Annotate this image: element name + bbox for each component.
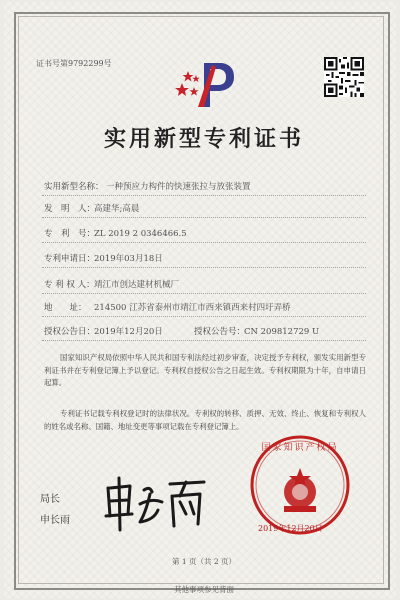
divider (42, 195, 366, 196)
field-value: 214500 江苏省泰州市靖江市西来镇西来村四圩弄桥 (94, 303, 291, 313)
field-value: 高建华;高晨 (94, 204, 140, 214)
field-value: 2019年03月18日 (94, 254, 163, 264)
divider (42, 293, 366, 294)
legal-status-paragraph: 专利证书记载专利权登记时的法律状况。专利权的转移、质押、无效、终止、恢复和专利权人的姓名或名称、国籍、地址变更等事项记载在专利登记簿上。 (44, 409, 366, 431)
divider (42, 340, 366, 341)
field-grant-date (44, 325, 163, 337)
patent-office-logo (174, 57, 240, 113)
field-grant-number (194, 325, 319, 337)
field-value: ZL 2019 2 0346466.5 (94, 229, 187, 239)
field-label: 专 利 号： (44, 229, 96, 239)
divider (42, 267, 366, 268)
divider (42, 217, 366, 218)
grant-statement-paragraph: 国家知识产权局依照中华人民共和国专利法经过初步审查，决定授予专利权，颁发实用新型专利证书并在专利登记簿上予以登记。专利权自授权公告之日起生效。专利权期限为十年，自申请日起算。 (44, 353, 366, 388)
director-signature (100, 474, 210, 534)
field-patent-number (44, 227, 187, 239)
field-label: 专 利 权 人： (44, 280, 95, 290)
director-name: 申长雨 (40, 515, 70, 526)
certificate-sheet (4, 2, 396, 598)
field-utility-model-name (44, 180, 251, 192)
certificate-title: 实用新型专利证书 (103, 126, 304, 152)
field-application-date (44, 252, 163, 264)
field-label: 授权公告号： (194, 327, 246, 337)
qr-code (324, 57, 364, 97)
field-value: 一种预应力构件的快速张拉与放张装置 (106, 182, 251, 192)
field-value: 2019年12月20日 (94, 327, 163, 337)
field-label: 专利申请日： (44, 254, 96, 264)
field-label: 发 明 人： (44, 204, 96, 214)
field-value: CN 209812729 U (244, 327, 320, 337)
divider (42, 242, 366, 243)
seal-date: 2019年12月20日 (258, 524, 323, 533)
field-label: 地 址： (44, 303, 87, 313)
field-value: 靖江市创达建材机械厂 (94, 280, 180, 290)
field-label: 实用新型名称： (44, 182, 104, 192)
seal-text: 国家知识产权局 (261, 443, 339, 453)
field-address (44, 301, 291, 313)
page-indicator: 第 1 页（共 2 页） (171, 557, 237, 566)
field-inventor (44, 202, 139, 214)
certificate-number: 证书号第9792299号 (36, 59, 112, 68)
field-label: 授权公告日： (44, 327, 96, 337)
footer-note: 其他事项参见背面 (174, 585, 234, 594)
divider (42, 316, 366, 317)
field-patentee (44, 278, 179, 290)
director-title: 局长 (40, 494, 60, 505)
